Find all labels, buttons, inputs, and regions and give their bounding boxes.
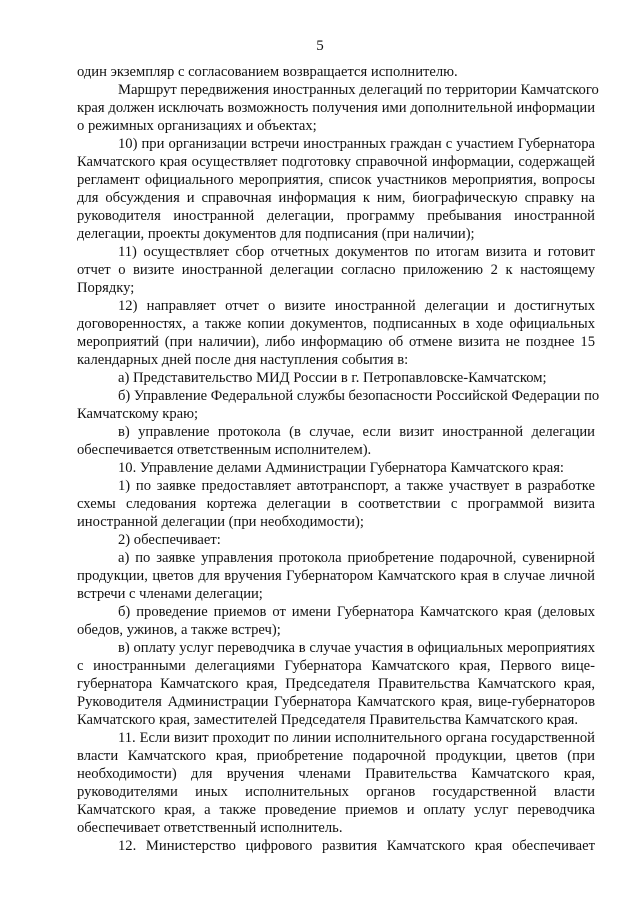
text-line: обедов, ужинов, а также встреч); — [77, 622, 281, 638]
text-line: 1) по заявке предоставляет автотранспорт, а также участвует в разработке — [118, 478, 595, 494]
text-line: 11) осуществляет сбор отчетных документов по итогам визита и готовит — [118, 244, 595, 260]
text-line: обеспечивает ответственный исполнитель. — [77, 820, 343, 836]
page-number: 5 — [316, 38, 324, 54]
text-line: Руководителя Администрации Губернатора Камчатского края, вице-губернаторов — [77, 694, 595, 710]
text-line: Маршрут передвижения иностранных делегаций по территории Камчатского — [118, 82, 599, 98]
text-line: иностранной делегации (при необходимости); — [77, 514, 364, 530]
text-line: для обсуждения и справочная информация к ним, биографическую справку на — [77, 190, 595, 206]
paragraph — [77, 549, 595, 603]
text-line: отчет о визите иностранной делегации согласно приложению 2 к настоящему — [77, 262, 595, 278]
text-line: встречи с членами делегации; — [77, 586, 263, 602]
paragraph — [77, 297, 595, 369]
text-line: 10) при организации встречи иностранных граждан с участием Губернатора — [118, 136, 595, 152]
paragraph — [77, 459, 595, 477]
text-line: регламент официального мероприятия, список участников мероприятия, вопросы — [77, 172, 595, 188]
text-line: Камчатского края осуществляет подготовку справочной информации, содержащей — [77, 154, 595, 170]
text-line: Порядку; — [77, 280, 135, 296]
paragraph — [77, 369, 595, 387]
text-line: 12. Министерство цифрового развития Камчатского края обеспечивает — [118, 838, 595, 854]
text-line: а) по заявке управления протокола приобретение подарочной, сувенирной — [118, 550, 595, 566]
text-line: Камчатского края, а также проведение приемов и оплату услуг переводчика — [77, 802, 595, 818]
text-line: руководителя иностранной делегации, программу пребывания иностранной — [77, 208, 595, 224]
text-line: о режимных организациях и объектах; — [77, 118, 317, 134]
text-line: календарных дней после дня наступления события в: — [77, 352, 409, 368]
paragraph — [77, 63, 595, 81]
paragraph — [77, 387, 600, 423]
paragraph — [77, 531, 595, 549]
text-line: б) Управление Федеральной службы безопасности Российской Федерации по — [118, 388, 600, 404]
text-line: в) управление протокола (в случае, если визит иностранной делегации — [118, 424, 595, 440]
text-line: продукции, цветов для вручения Губернатором Камчатского края в случае личной — [77, 568, 595, 584]
paragraph — [77, 135, 595, 243]
text-line: один экземпляр с согласованием возвращается исполнителю. — [77, 64, 458, 80]
document-body — [77, 63, 600, 855]
text-line: мероприятий (при наличии), либо информацию об отмене визита не позднее 15 — [77, 334, 595, 350]
text-line: 12) направляет отчет о визите иностранной делегации и достигнутых — [118, 298, 595, 314]
paragraph — [77, 477, 595, 531]
text-line: власти Камчатского края, приобретение подарочной продукции, цветов (при — [77, 748, 595, 764]
text-line: 10. Управление делами Администрации Губернатора Камчатского края: — [118, 460, 564, 476]
text-line: Камчатскому краю; — [77, 406, 199, 422]
text-line: руководителями иных исполнительных органов государственной власти — [77, 784, 595, 800]
text-line: края должен исключать возможность получения ими дополнительной информации — [77, 100, 595, 116]
text-line: обеспечивается ответственным исполнителем). — [77, 442, 372, 458]
text-line: а) Представительство МИД России в г. Петропавловске-Камчатском; — [118, 370, 547, 386]
text-line: Камчатского края, заместителей Председателя Правительства Камчатского края. — [77, 712, 579, 728]
paragraph — [77, 603, 595, 639]
paragraph — [77, 81, 599, 135]
paragraph — [77, 423, 595, 459]
paragraph — [77, 729, 595, 837]
text-line: 2) обеспечивает: — [118, 532, 221, 548]
text-line: необходимости) для вручения членами Правительства Камчатского края, — [77, 766, 595, 782]
text-line: договоренностях, а также копии документов, подписанных в ходе официальных — [77, 316, 595, 332]
text-line: губернатора Камчатского края, Председателя Правительства Камчатского края, — [77, 676, 595, 692]
text-line: с иностранными делегациями Губернатора Камчатского края, Первого вице- — [77, 658, 595, 674]
text-line: 11. Если визит проходит по линии исполнительного органа государственной — [118, 730, 595, 746]
paragraph — [77, 639, 595, 729]
text-line: б) проведение приемов от имени Губернатора Камчатского края (деловых — [118, 604, 595, 620]
paragraph — [77, 243, 595, 297]
text-line: делегации, проекты документов для подписания (при наличии); — [77, 226, 475, 242]
text-line: схемы следования кортежа делегации в соответствии с программой визита — [77, 496, 595, 512]
text-line: в) оплату услуг переводчика в случае участия в официальных мероприятиях — [118, 640, 595, 656]
paragraph — [77, 837, 595, 855]
